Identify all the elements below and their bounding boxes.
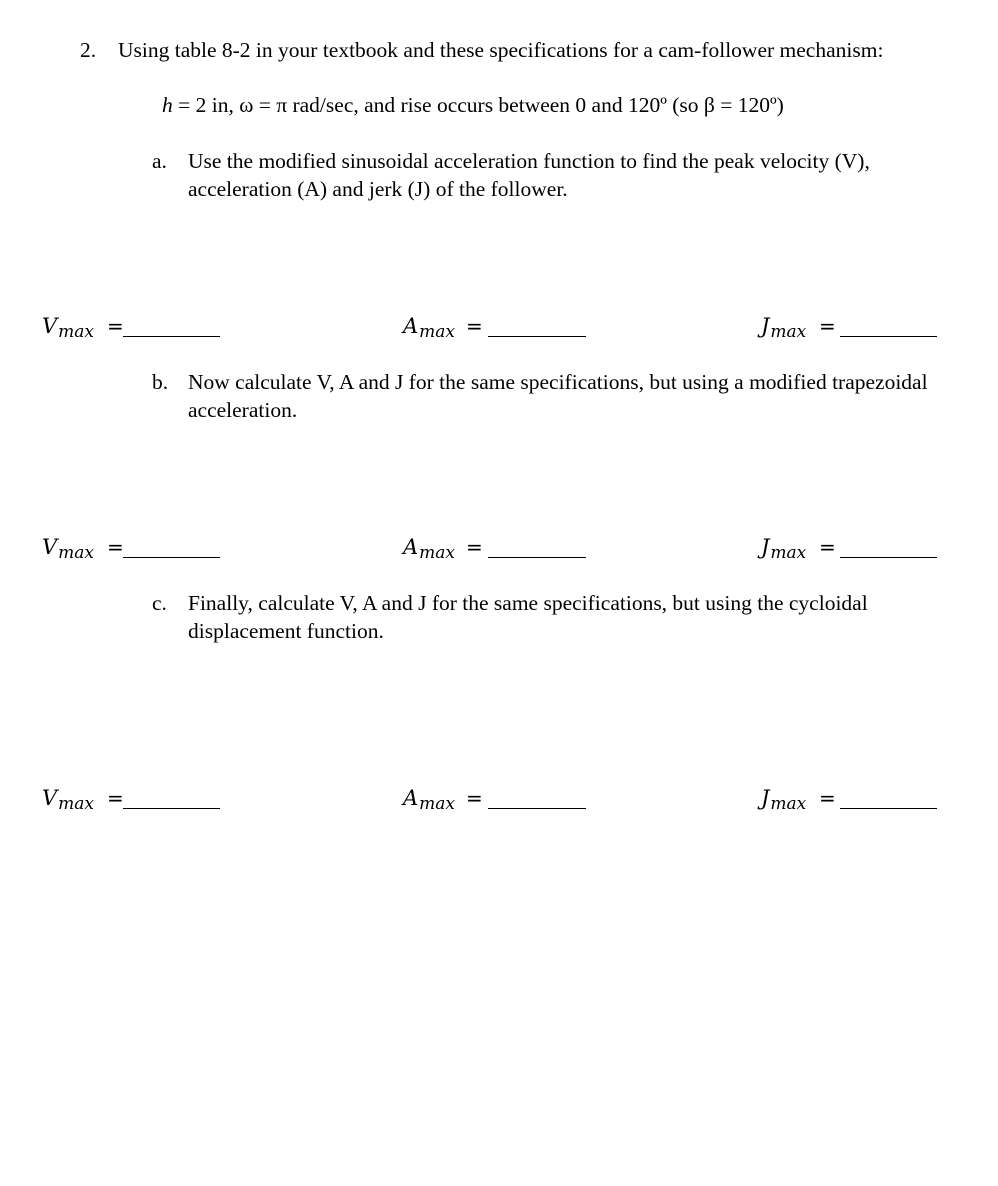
j-max-label: Jmax (761, 786, 807, 814)
specifications (162, 91, 784, 119)
part-a-letter: a. (152, 149, 167, 173)
a-max-label: Amax (403, 535, 456, 563)
question-text: Using table 8-2 in your textbook and these specifications for a cam-follower mechanism: (118, 38, 884, 62)
part-b-text: Now calculate V, A and J for the same specifications, but using a modified trapezoidal acceleration. (188, 370, 928, 422)
equals-sign: = (107, 535, 124, 559)
question-number: 2. (80, 38, 97, 62)
v-max-blank-a[interactable] (123, 336, 220, 337)
part-b-letter: b. (152, 370, 169, 394)
equals-sign: = (107, 314, 124, 338)
v-max-label: Vmax (42, 786, 95, 814)
j-max-blank-a[interactable] (840, 336, 937, 337)
v-max-label: Vmax (42, 314, 95, 342)
a-max-blank-b[interactable] (488, 557, 586, 558)
equals-sign: = (819, 786, 836, 810)
equals-sign: = (819, 314, 836, 338)
v-max-blank-c[interactable] (123, 808, 220, 809)
part-c-text: Finally, calculate V, A and J for the same specifications, but using the cycloidal displacement function. (188, 591, 868, 643)
spec-h-variable: h (162, 93, 173, 117)
part-a-text: Use the modified sinusoidal acceleration function to find the peak velocity (V), acceleration (A) and jerk (J) of the follower. (188, 149, 870, 201)
v-max-blank-b[interactable] (123, 557, 220, 558)
part-c-letter: c. (152, 591, 167, 615)
answer-row-c (0, 784, 998, 814)
j-max-blank-b[interactable] (840, 557, 937, 558)
equals-sign: = (466, 314, 483, 338)
j-max-label: Jmax (761, 535, 807, 563)
a-max-label: Amax (403, 786, 456, 814)
equals-sign: = (819, 535, 836, 559)
a-max-label: Amax (403, 314, 456, 342)
spec-values: = 2 in, ω = π rad/sec, and rise occurs between 0 and 120º (so β = 120º) (172, 93, 784, 117)
answer-row-b (0, 533, 998, 563)
a-max-blank-a[interactable] (488, 336, 586, 337)
answer-row-a (0, 312, 998, 342)
j-max-label: Jmax (761, 314, 807, 342)
equals-sign: = (466, 786, 483, 810)
a-max-blank-c[interactable] (488, 808, 586, 809)
v-max-label: Vmax (42, 535, 95, 563)
j-max-blank-c[interactable] (840, 808, 937, 809)
equals-sign: = (466, 535, 483, 559)
equals-sign: = (107, 786, 124, 810)
